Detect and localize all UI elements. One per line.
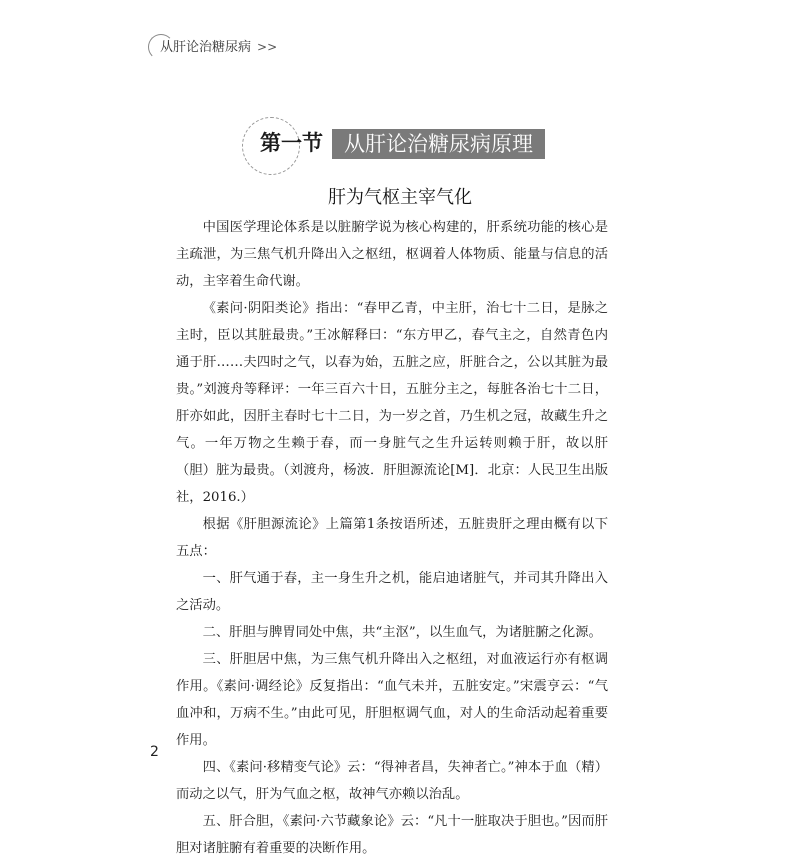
paragraph: 五、肝合胆，《素问·六节藏象论》云：“凡十一脏取决于胆也。”因而肝胆对诸脏腑有着重要的决断作用。 [176, 814, 608, 856]
page-number: 2 [150, 744, 159, 760]
paragraph: 二、肝胆与脾胃同处中焦，共“主沤”，以生血气，为诸脏腑之化源。 [202, 625, 602, 640]
running-header [160, 36, 277, 55]
paragraph: 中国医学理论体系是以脏腑学说为核心构建的，肝系统功能的核心是主疏泄，为三焦气机升降出入之枢纽，枢调着人体物质、能量与信息的活动，主宰着生命代谢。 [176, 220, 608, 289]
paragraph: 《素问·阴阳类论》指出：“春甲乙青，中主肝，治七十二日，是脉之主时，臣以其脏最贵。”王冰解释曰：“东方甲乙，春气主之，自然青色内通于肝……夫四时之气，以春为始，五脏之应，肝脏合之，公以其脏为最贵。”刘渡舟等释评：一年三百六十日，五脏分主之，每脏各治七十二日，肝亦如此，因肝主春时七十二日，为一岁之首，乃生机之冠，故藏生升之气。一年万物之生赖于春，而一身脏气之生升运转则赖于肝，故以肝（胆）脏为最贵。（刘渡舟，杨波．肝胆源流论[M]．北京：人民卫生出版社，2016.） [176, 301, 608, 505]
header-title: 从肝论治糖尿病 [160, 40, 252, 55]
paragraph: 三、肝胆居中焦，为三焦气机升降出入之枢纽，对血液运行亦有枢调作用。《素问·调经论》反复指出：“血气未并，五脏安定。”宋震亨云：“气血冲和，万病不生。”由此可见，肝胆枢调气血，对人的生命活动起着重要作用。 [176, 652, 608, 748]
paragraph: 四、《素问·移精变气论》云：“得神者昌，失神者亡。”神本于血（精）而动之以气，肝为气血之枢，故神气亦赖以治乱。 [176, 760, 608, 802]
section-title: 从肝论治糖尿病原理 [332, 129, 545, 159]
section-number: 第一节 [260, 131, 323, 155]
paragraph: 根据《肝胆源流论》上篇第1条按语所述，五脏贵肝之理由概有以下五点： [176, 517, 608, 559]
paragraph: 一、肝气通于春，主一身生升之机，能启迪诸脏气，并司其升降出入之活动。 [176, 571, 608, 613]
body-text [176, 214, 608, 862]
subsection-title: 肝为气枢主宰气化 [328, 187, 472, 208]
chevron-right-icon: >> [257, 40, 278, 54]
